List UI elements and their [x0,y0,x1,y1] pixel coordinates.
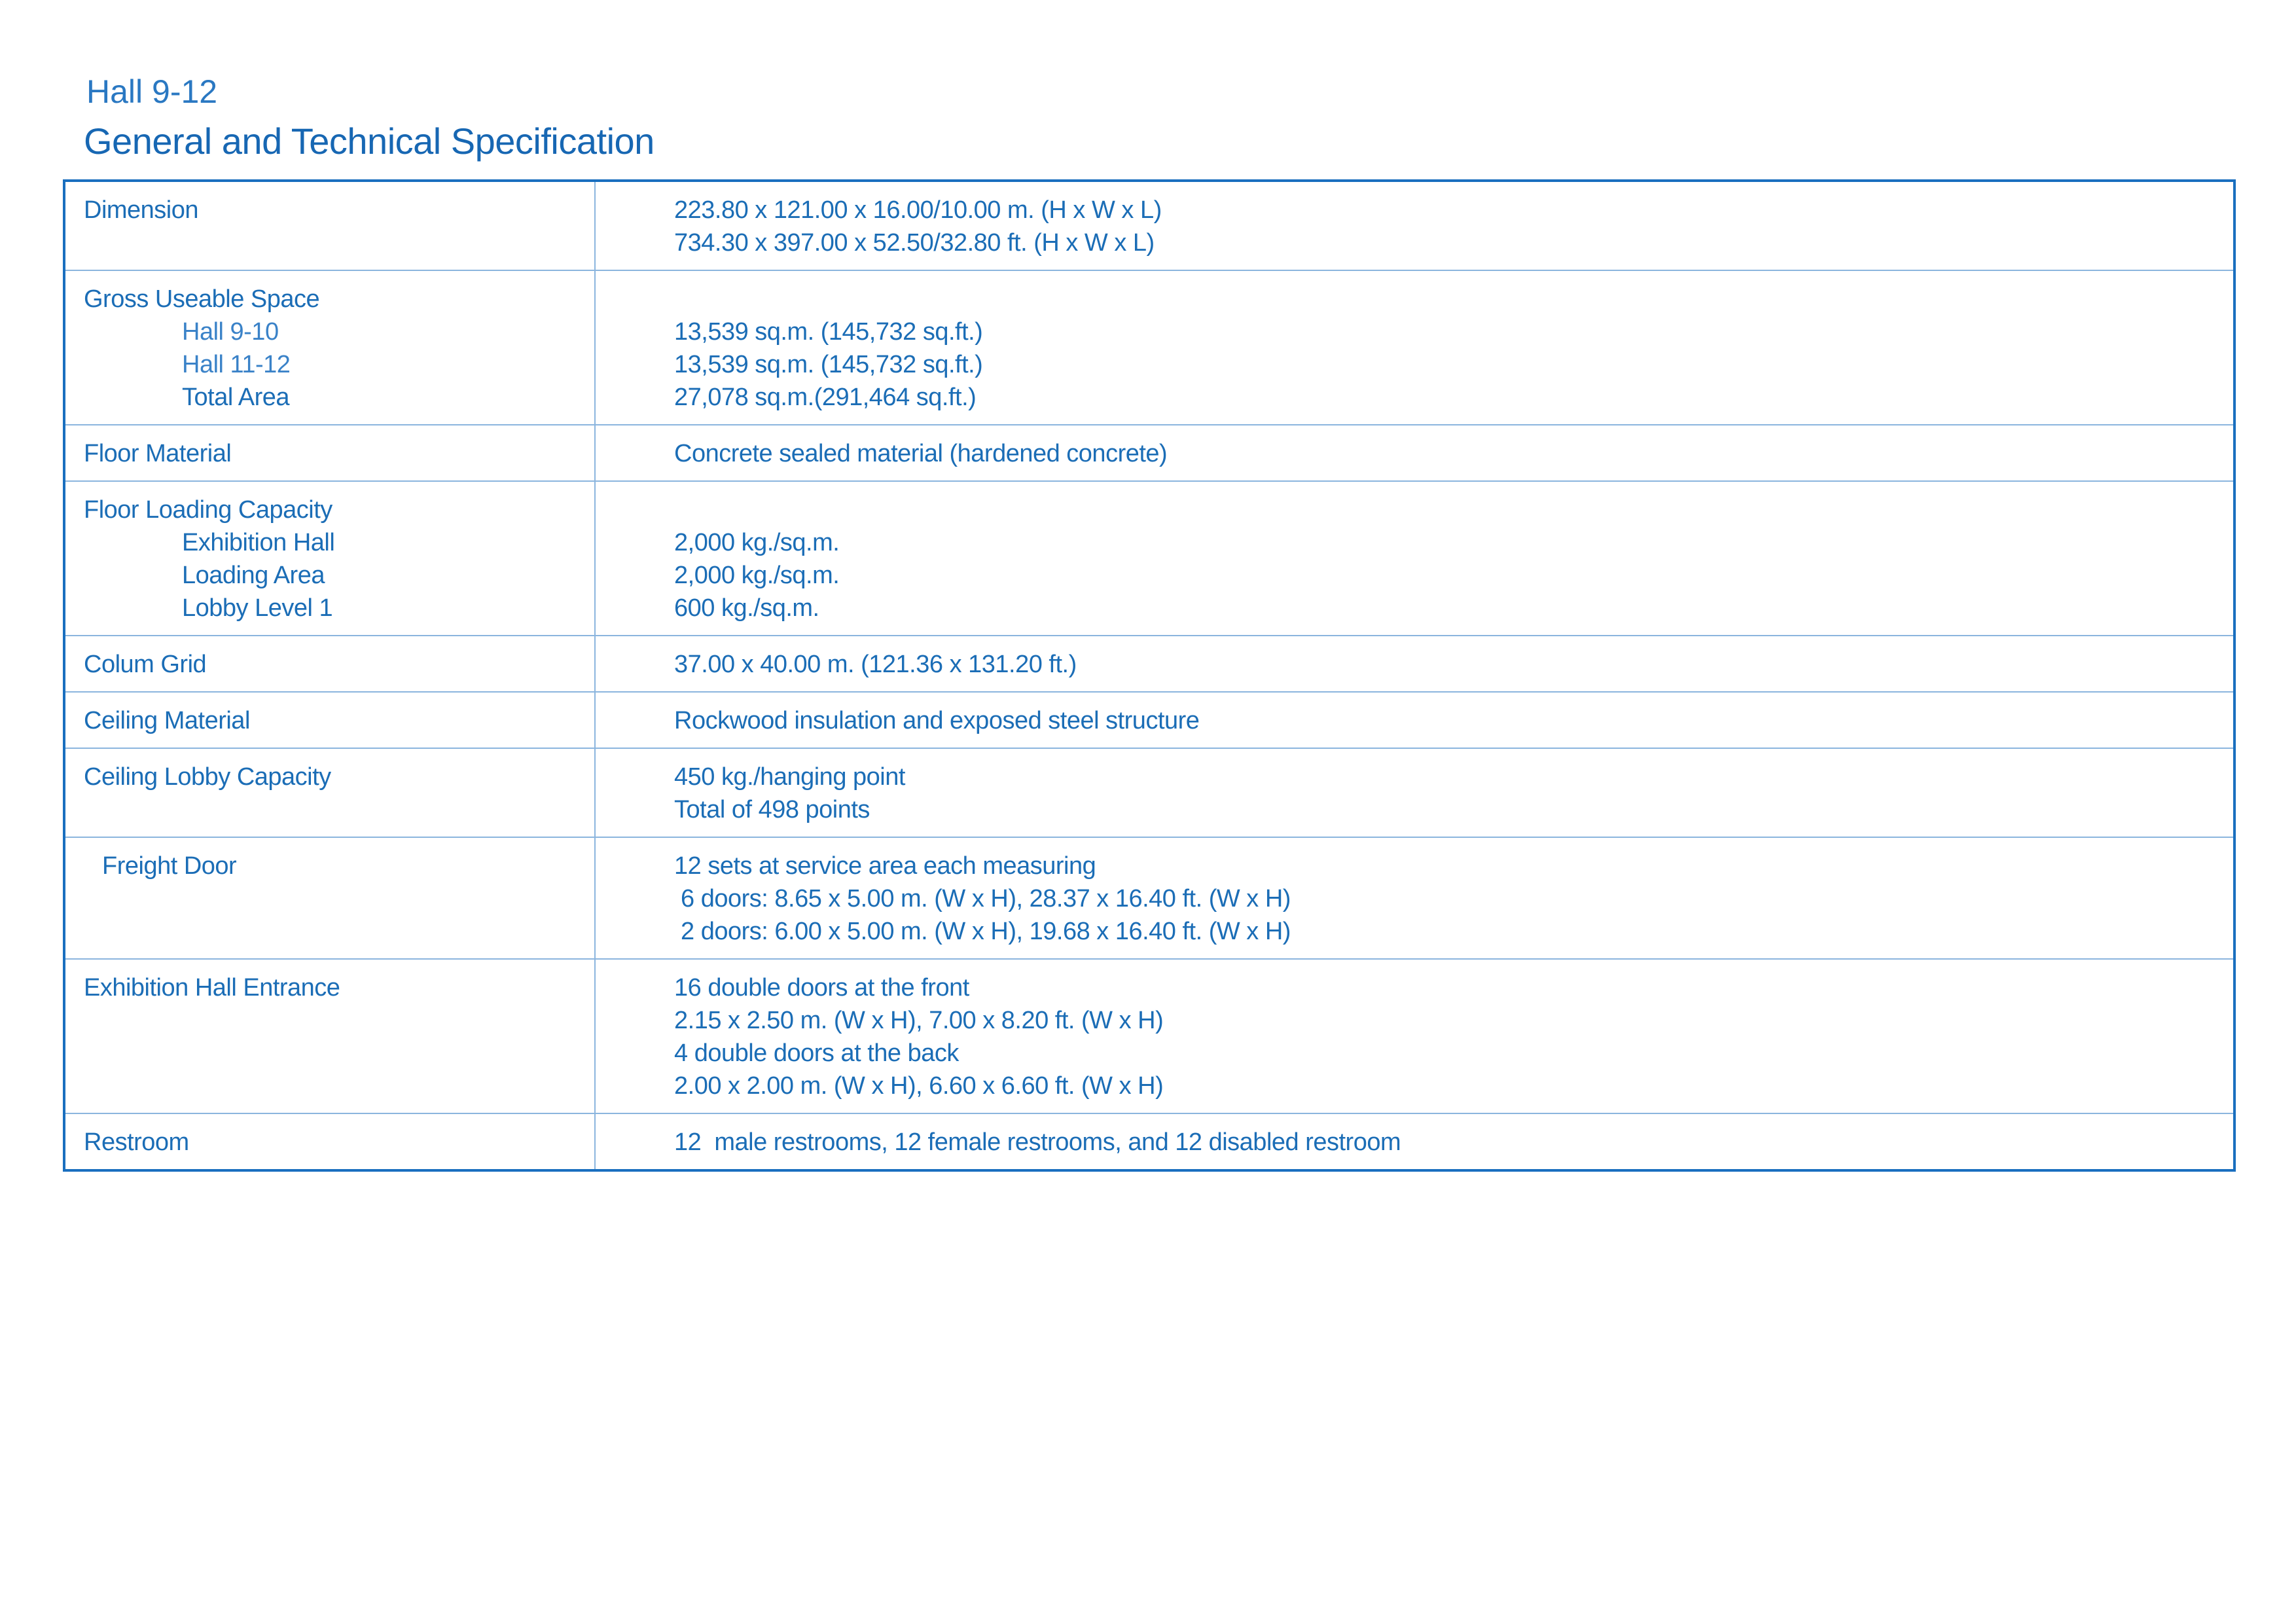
spec-label: Restroom [65,1114,596,1169]
spec-value [596,838,2233,958]
spec-row-floor-material [65,425,2233,482]
spec-value-line: 2,000 kg./sq.m. [674,529,840,556]
spec-value [596,425,2233,480]
spec-value-line: 12 sets at service area each measuring [674,852,1096,880]
spec-label: Colum Grid [65,636,596,691]
spec-value [596,482,2233,635]
hall-subtitle: Hall 9-12 [86,73,218,110]
spec-label-group [65,482,596,635]
spec-row-floor-loading [65,482,2233,636]
spec-value-line: 12 male restrooms, 12 female restrooms, and 12 disabled restroom [674,1128,1401,1156]
spec-row-dimension [65,182,2233,271]
spec-value-line: 2.00 x 2.00 m. (W x H), 6.60 x 6.60 ft. (W x H) [674,1072,1164,1100]
page-header [84,71,655,165]
spec-value-line: 2.15 x 2.50 m. (W x H), 7.00 x 8.20 ft. (W x H) [674,1007,1164,1034]
spec-label: Gross Useable Space [84,285,320,313]
spec-label: Floor Loading Capacity [84,496,332,524]
spec-row-restroom [65,1114,2233,1169]
spec-value [596,636,2233,691]
spec-value-line: 600 kg./sq.m. [674,594,819,622]
spec-value-line: 2,000 kg./sq.m. [674,562,840,589]
spec-value [596,182,2233,270]
spec-sublabel: Lobby Level 1 [182,594,333,622]
spec-label: Ceiling Lobby Capacity [65,749,596,837]
spec-value [596,693,2233,748]
spec-value-spacer [674,494,2233,526]
spec-value-line: 16 double doors at the front [674,974,969,1001]
spec-value-line: 27,078 sq.m.(291,464 sq.ft.) [674,384,977,411]
spec-sublabel: Hall 9-10 [182,318,279,346]
page-title: General and Technical Specification [84,120,655,162]
spec-sublabel: Loading Area [182,562,325,589]
spec-row-ceiling-lobby [65,749,2233,838]
spec-row-hall-entrance [65,960,2233,1114]
spec-sublabel: Hall 11-12 [182,351,291,378]
spec-label: Freight Door [102,852,237,880]
spec-row-freight-door [65,838,2233,960]
spec-value-line: 6 doors: 8.65 x 5.00 m. (W x H), 28.37 x 16.40 ft. (W x H) [674,885,1291,912]
spec-value-line: 450 kg./hanging point [674,763,905,791]
spec-label: Dimension [65,182,596,270]
spec-value [596,271,2233,424]
spec-value [596,749,2233,837]
spec-value-line: 2 doors: 6.00 x 5.00 m. (W x H), 19.68 x 16.40 ft. (W x H) [674,918,1291,945]
spec-value-spacer [674,283,2233,316]
spec-sublabel: Exhibition Hall [182,529,335,556]
spec-label: Floor Material [65,425,596,480]
spec-label-group [65,838,596,958]
spec-value-line: 223.80 x 121.00 x 16.00/10.00 m. (H x W x L) [674,196,1162,224]
spec-row-gross-space [65,271,2233,425]
spec-row-ceiling-material [65,693,2233,749]
spec-value-line: Concrete sealed material (hardened concrete) [674,440,1168,467]
spec-value-line: 734.30 x 397.00 x 52.50/32.80 ft. (H x W x L) [674,229,1155,257]
spec-value-line: 4 double doors at the back [674,1039,959,1067]
spec-value [596,960,2233,1113]
spec-value [596,1114,2233,1169]
spec-value-line: Rockwood insulation and exposed steel structure [674,707,1200,734]
specification-table [63,179,2236,1172]
spec-row-column-grid [65,636,2233,693]
spec-sublabel: Total Area [182,384,289,411]
spec-label-group [65,271,596,424]
spec-label: Ceiling Material [65,693,596,748]
spec-value-line: 37.00 x 40.00 m. (121.36 x 131.20 ft.) [674,651,1077,678]
spec-value-line: 13,539 sq.m. (145,732 sq.ft.) [674,351,983,378]
spec-value-line: 13,539 sq.m. (145,732 sq.ft.) [674,318,983,346]
spec-value-line: Total of 498 points [674,796,870,823]
spec-label: Exhibition Hall Entrance [65,960,596,1113]
